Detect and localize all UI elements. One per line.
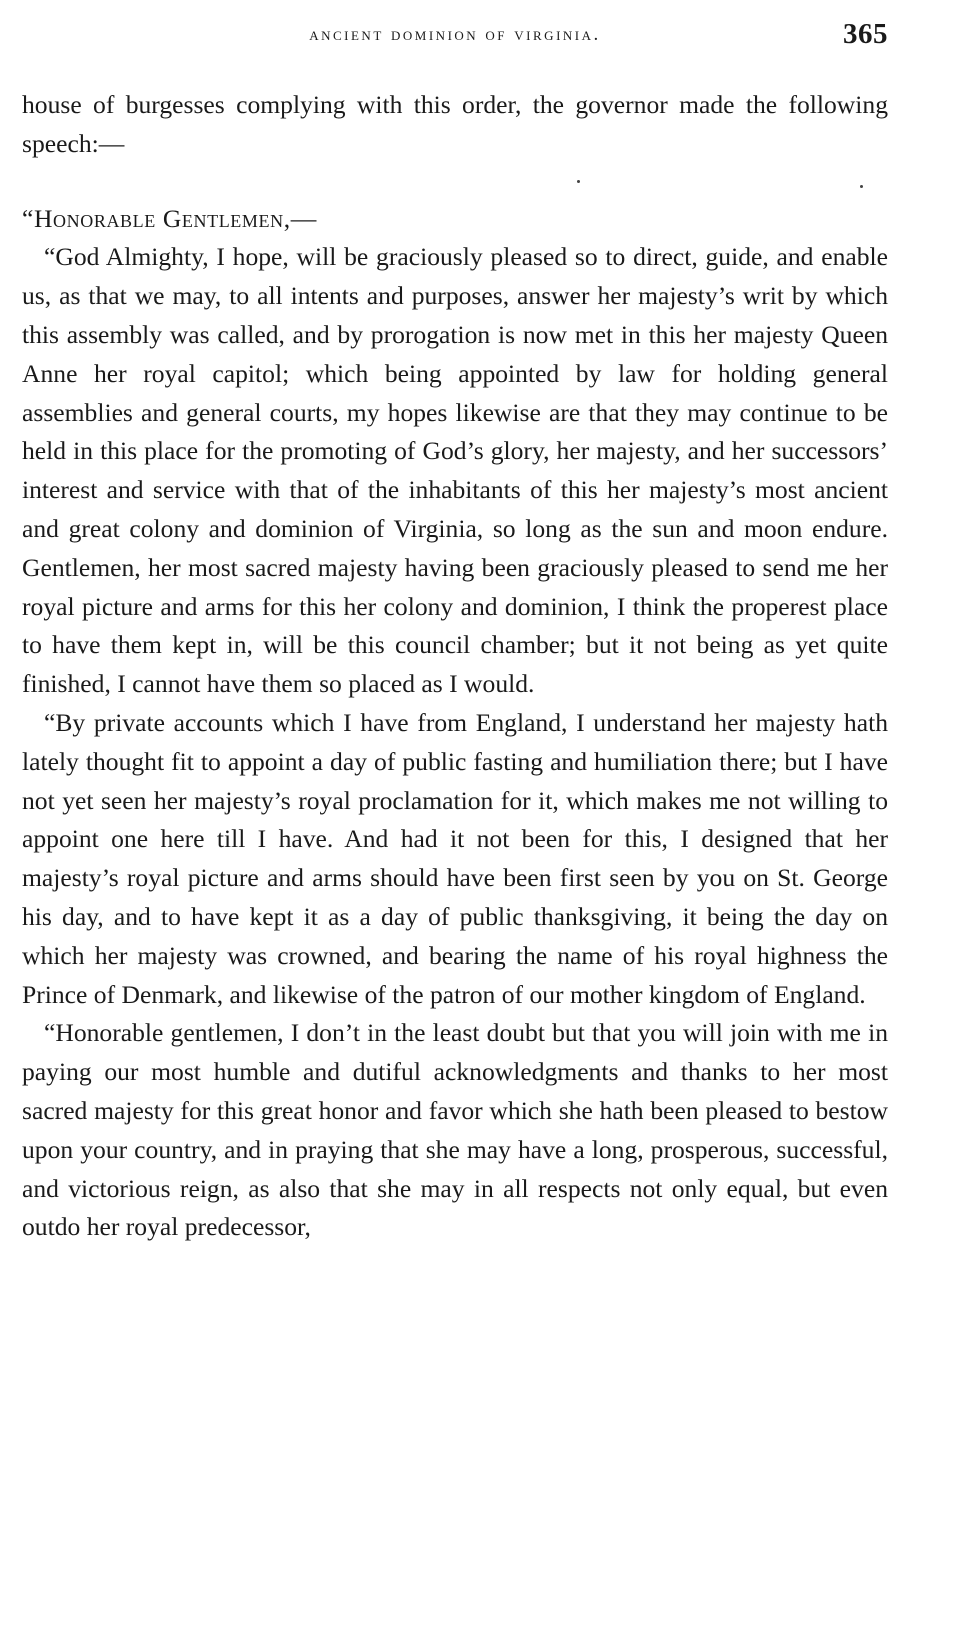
- intro-paragraph: house of burgesses complying with this order, the governor made the following speech:—: [22, 90, 888, 158]
- speech-paragraph-3: “Honorable gentlemen, I don’t in the least doubt but that you will join with me in paying our most humble and dutiful acknowledgments and thanks to her most sacred majesty for this great honor and favor which she hath been pleased to bestow upon your country, and in praying that she may have a long, prosperous, successful, and victorious reign, as also that she may in all respects not only equal, but even outdo her royal predecessor,: [22, 1018, 888, 1242]
- page-number: 365: [843, 18, 888, 50]
- body-text: [22, 86, 888, 1247]
- speech-paragraph-1: “God Almighty, I hope, will be graciously pleased so to direct, guide, and enable us, as that we may, to all intents and purposes, answer her majesty’s writ by which this assembly was called, and by prorogation is now met in this her majesty Queen Anne her royal capitol; which being appointed by law for holding general assemblies and general courts, my hopes likewise are that they may continue to be held in this place for the promoting of God’s glory, her majesty, and her successors’ interest and service with that of the inhabitants of this her majesty’s most ancient and great colony and dominion of Virginia, so long as the sun and moon endure. Gentlemen, her most sacred majesty having been graciously pleased to send me her royal picture and arms for this her colony and dominion, I think the properest place to have them kept in, will be this council chamber; but it not being as yet quite finished, I cannot have them so placed as I would.: [22, 242, 888, 699]
- speech-paragraph-2: “By private accounts which I have from England, I understand her majesty hath lately thought fit to appoint a day of public fasting and humiliation there; but I have not yet seen her majesty’s royal proclamation for it, which makes me not willing to appoint one here till I have. And had it not been for this, I designed that her majesty’s royal picture and arms should have been first seen by you on St. George his day, and to have kept it as a day of public thanksgiving, it being the day on which her majesty was crowned, and bearing the name of his royal highness the Prince of Denmark, and likewise of the patron of our mother kingdom of England.: [22, 707, 888, 1009]
- print-speck: [577, 180, 580, 183]
- print-speck: [860, 185, 863, 188]
- running-head: [22, 18, 888, 54]
- running-title: ancient dominion of virginia.: [309, 24, 601, 45]
- salutation: “Honorable Gentlemen,—: [22, 203, 317, 233]
